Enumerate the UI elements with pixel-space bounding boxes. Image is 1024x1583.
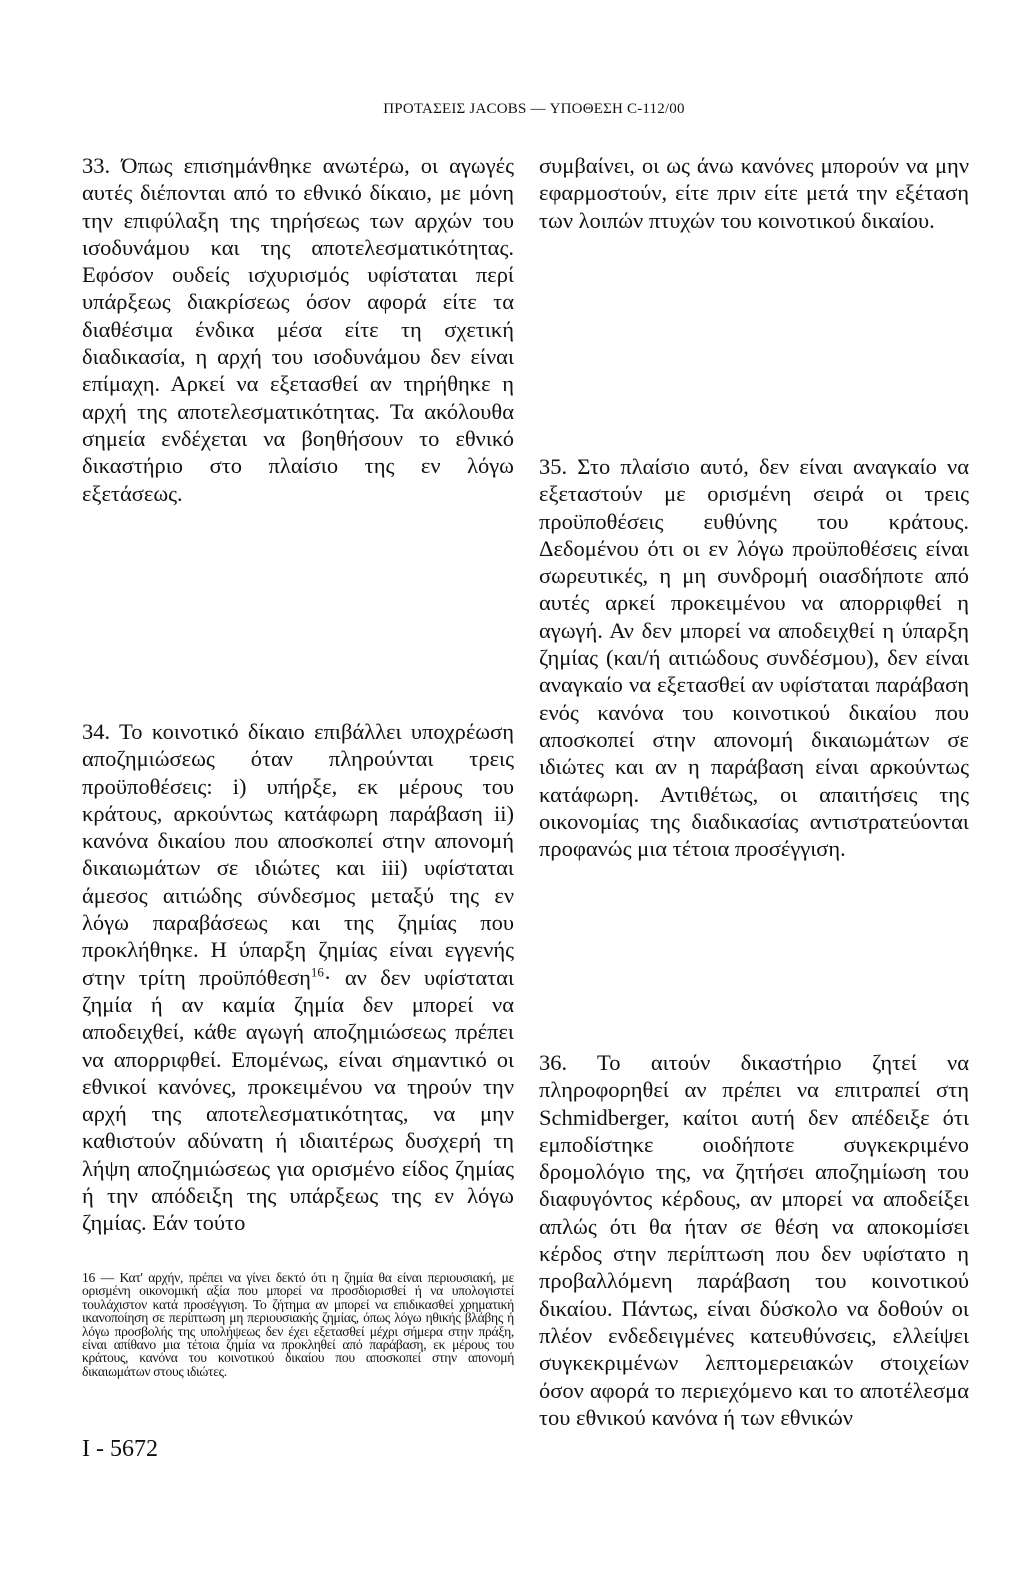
right-column-top	[539, 152, 969, 234]
left-column	[82, 152, 514, 507]
running-header: ΠΡΟΤΑΣΕΙΣ JACOBS — ΥΠΟΘΕΣΗ C-112/00	[383, 101, 685, 117]
page-number: I - 5672	[82, 1436, 158, 1462]
paragraph-34-continuation: συμβαίνει, οι ως άνω κανόνες μπορούν να μην εφαρμοστούν, είτε πριν είτε μετά την εξέταση των λοιπών πτυχών του κοινοτικού δικαίου.	[539, 153, 969, 233]
paragraph-33: 33. Όπως επισημάνθηκε ανωτέρω, οι αγωγές αυτές διέπονται από το εθνικό δίκαιο, με μόνη την επιφύλαξη της τηρήσεως των αρχών του ισοδυνάμου και της αποτελεσματικότητας. Εφόσον ουδείς ισχυρισμός υφίσταται περί υπάρξεως διακρίσεως όσον αφορά είτε τα διαθέσιμα ένδικα μέσα είτε τη σχετική διαδικασία, η αρχή του ισοδυνάμου δεν είναι επίμαχη. Αρκεί να εξετασθεί αν τηρήθηκε η αρχή της αποτελεσματικότητας. Τα ακόλουθα σημεία ενδέχεται να βοηθήσουν το εθνικό δικαστήριο στο πλαίσιο της εν λόγω εξετάσεως.	[82, 153, 514, 506]
paragraph-34	[82, 718, 514, 1237]
right-column-bottom	[539, 1049, 969, 1431]
footnote-16: 16 — Κατ' αρχήν, πρέπει να γίνει δεκτό ότι η ζημία θα είναι περιουσιακή, με ορισμένη οικονομική αξία που μπορεί να προσδιορισθεί ή να υπολογιστεί τουλάχιστον κατά προσέγγιση. Το ζήτημα αν μπορεί να επιδικασθεί χρηματική ικανοποίηση σε περίπτωση μη περιουσιακής ζημίας, όπως λόγω ηθικής βλάβης ή λόγω προσβολής της υπολήψεως δεν έχει εξετασθεί μέχρι σήμερα στην πράξη, είναι απίθανο μια τέτοια ζημία να προκληθεί από παράβαση, εκ μέρους του κράτους, κανόνα του κοινοτικού δικαίου που αποσκοπεί στην απονομή δικαιωμάτων στους ιδιώτες.	[82, 1270, 514, 1379]
paragraph-36: 36. Το αιτούν δικαστήριο ζητεί να πληροφορηθεί αν πρέπει να επιτραπεί στη Schmidberger, καίτοι αυτή δεν απέδειξε ότι εμποδίστηκε οιοδήποτε συγκεκριμένο δρομολόγιο της, να ζητήσει αποζημίωση του διαφυγόντος κέρδους, αν μπορεί να αποδείξει απλώς ότι θα ήταν σε θέση να αποκομίσει κέρδος στην περίπτωση που δεν υφίστατο η προβαλλόμενη παράβαση του κοινοτικού δικαίου. Πάντως, είναι δύσκολο να δοθούν οι πλέον ενδεδειγμένες κατευθύνσεις, ελλείψει συγκεκριμένων λεπτομερειακών στοιχείων όσον αφορά το περιεχόμενο και το αποτέλεσμα του εθνικού κανόνα ή των εθνικών	[539, 1050, 969, 1430]
left-column-lower	[82, 718, 514, 1237]
right-column-middle	[539, 453, 969, 862]
footnote-reference[interactable]: 16	[310, 964, 324, 980]
paragraph-35: 35. Στο πλαίσιο αυτό, δεν είναι αναγκαίο να εξεταστούν με ορισμένη σειρά οι τρεις προϋποθέσεις ευθύνης του κράτους. Δεδομένου ότι οι εν λόγω προϋποθέσεις είναι σωρευτικές, η μη συνδρομή οιασδήποτε από αυτές αρκεί προκειμένου να απορριφθεί η αγωγή. Αν δεν μπορεί να αποδειχθεί η ύπαρξη ζημίας (και/ή αιτιώδους συνδέσμου), δεν είναι αναγκαίο να εξετασθεί αν υφίσταται παράβαση ενός κανόνα του κοινοτικού δικαίου που αποσκοπεί στην απονομή δικαιωμάτων σε ιδιώτες και αν η παράβαση είναι αρκούντως κατάφωρη. Αντιθέτως, οι απαιτήσεις της οικονομίας της διαδικασίας αντιστρατεύονται προφανώς μια τέτοια προσέγγιση.	[539, 454, 969, 862]
paragraph-34-text-a: 34. Το κοινοτικό δίκαιο επιβάλλει υποχρέωση αποζημιώσεως όταν πληρούνται τρεις προϋποθέσεις: i) υπήρξε, εκ μέρους του κράτους, αρκούντως κατάφωρη παράβαση ii) κανόνα δικαίου που αποσκοπεί στην απονομή δικαιωμάτων σε ιδιώτες και iii) υφίσταται άμεσος αιτιώδης σύνδεσμος μεταξύ της εν λόγω παραβάσεως και της ζημίας που προκλήθηκε. Η ύπαρξη ζημίας είναι εγγενής στην τρίτη προϋπόθεση	[82, 719, 514, 990]
paragraph-34-text-b: · αν δεν υφίσταται ζημία ή αν καμία ζημία δεν μπορεί να αποδειχθεί, κάθε αγωγή αποζημιώσεως πρέπει να απορριφθεί. Επομένως, είναι σημαντικό οι εθνικοί κανόνες, προκειμένου να τηρούν την αρχή της αποτελεσματικότητας, να μην καθιστούν αδύνατη ή ιδιαιτέρως δυσχερή τη λήψη αποζημιώσεως για ορισμένο είδος ζημίας ή την απόδειξη της υπάρξεως της εν λόγω ζημίας. Εάν τούτο	[82, 964, 514, 1236]
